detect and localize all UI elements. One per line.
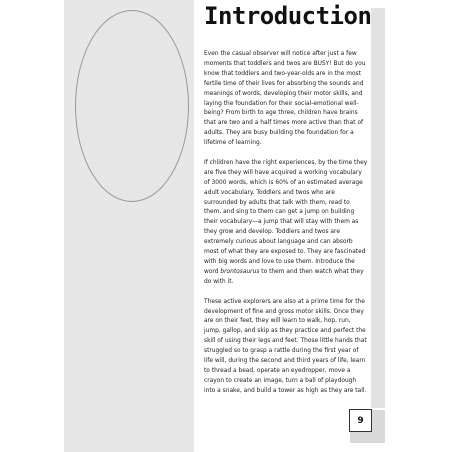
paragraph-3: These active explorers are also at a prime time for the development of fine and gross motor skills. Once they are on their feet, they will learn to walk, hop, run, jump, gallop, and skip as they practice and perfect the skill of using their legs and feet. Those little hands that struggled so to grasp a rattle during the first year of life will, during the second and third years of life, learn to thread a bead, operate an eyedropper, move a crayon to create an image, turn a ball of playdough into a snake, and build a tower as high as they are tall. xyxy=(204,298,367,394)
emphasized-word: brontosaurus xyxy=(220,268,260,275)
body-text xyxy=(204,50,368,407)
paragraph-1: Even the casual observer will notice after just a few moments that toddlers and twos are BUSY! But do you know that toddlers and two-year-olds are in the most fertile time of their lives for absorbing the sounds and meanings of words, developing their motor skills, and laying the foundation for their social-emotional well-being? From birth to age three, children have brains that are two and a half times more active than that of adults. They are busy building the foundation for a lifetime of learning. xyxy=(204,51,366,147)
page-number-shadow-bottom xyxy=(350,432,385,443)
paragraph-2: If children have the right experiences, by the time they are five they will have acquired a working vocabulary of 3000 words, which is 60% of an estimated average adult vocabulary. Toddlers and twos who are surrounded by adults that talk with them, read to them, and sing to them can get a jump on building their vocabulary—a jump that will stay with them as they grow and develop. Toddlers and twos are extremely curious about language and can absorb most of what they are exposed to. They are fascinated with big words and love to use them. Introduce the word brontosaurus to them and then watch what they do with it. xyxy=(204,159,368,285)
right-gray-strip xyxy=(371,8,385,408)
page-number: 9 xyxy=(349,409,372,432)
page-title: Introduction xyxy=(204,2,372,30)
photo-placeholder-oval xyxy=(75,10,189,202)
